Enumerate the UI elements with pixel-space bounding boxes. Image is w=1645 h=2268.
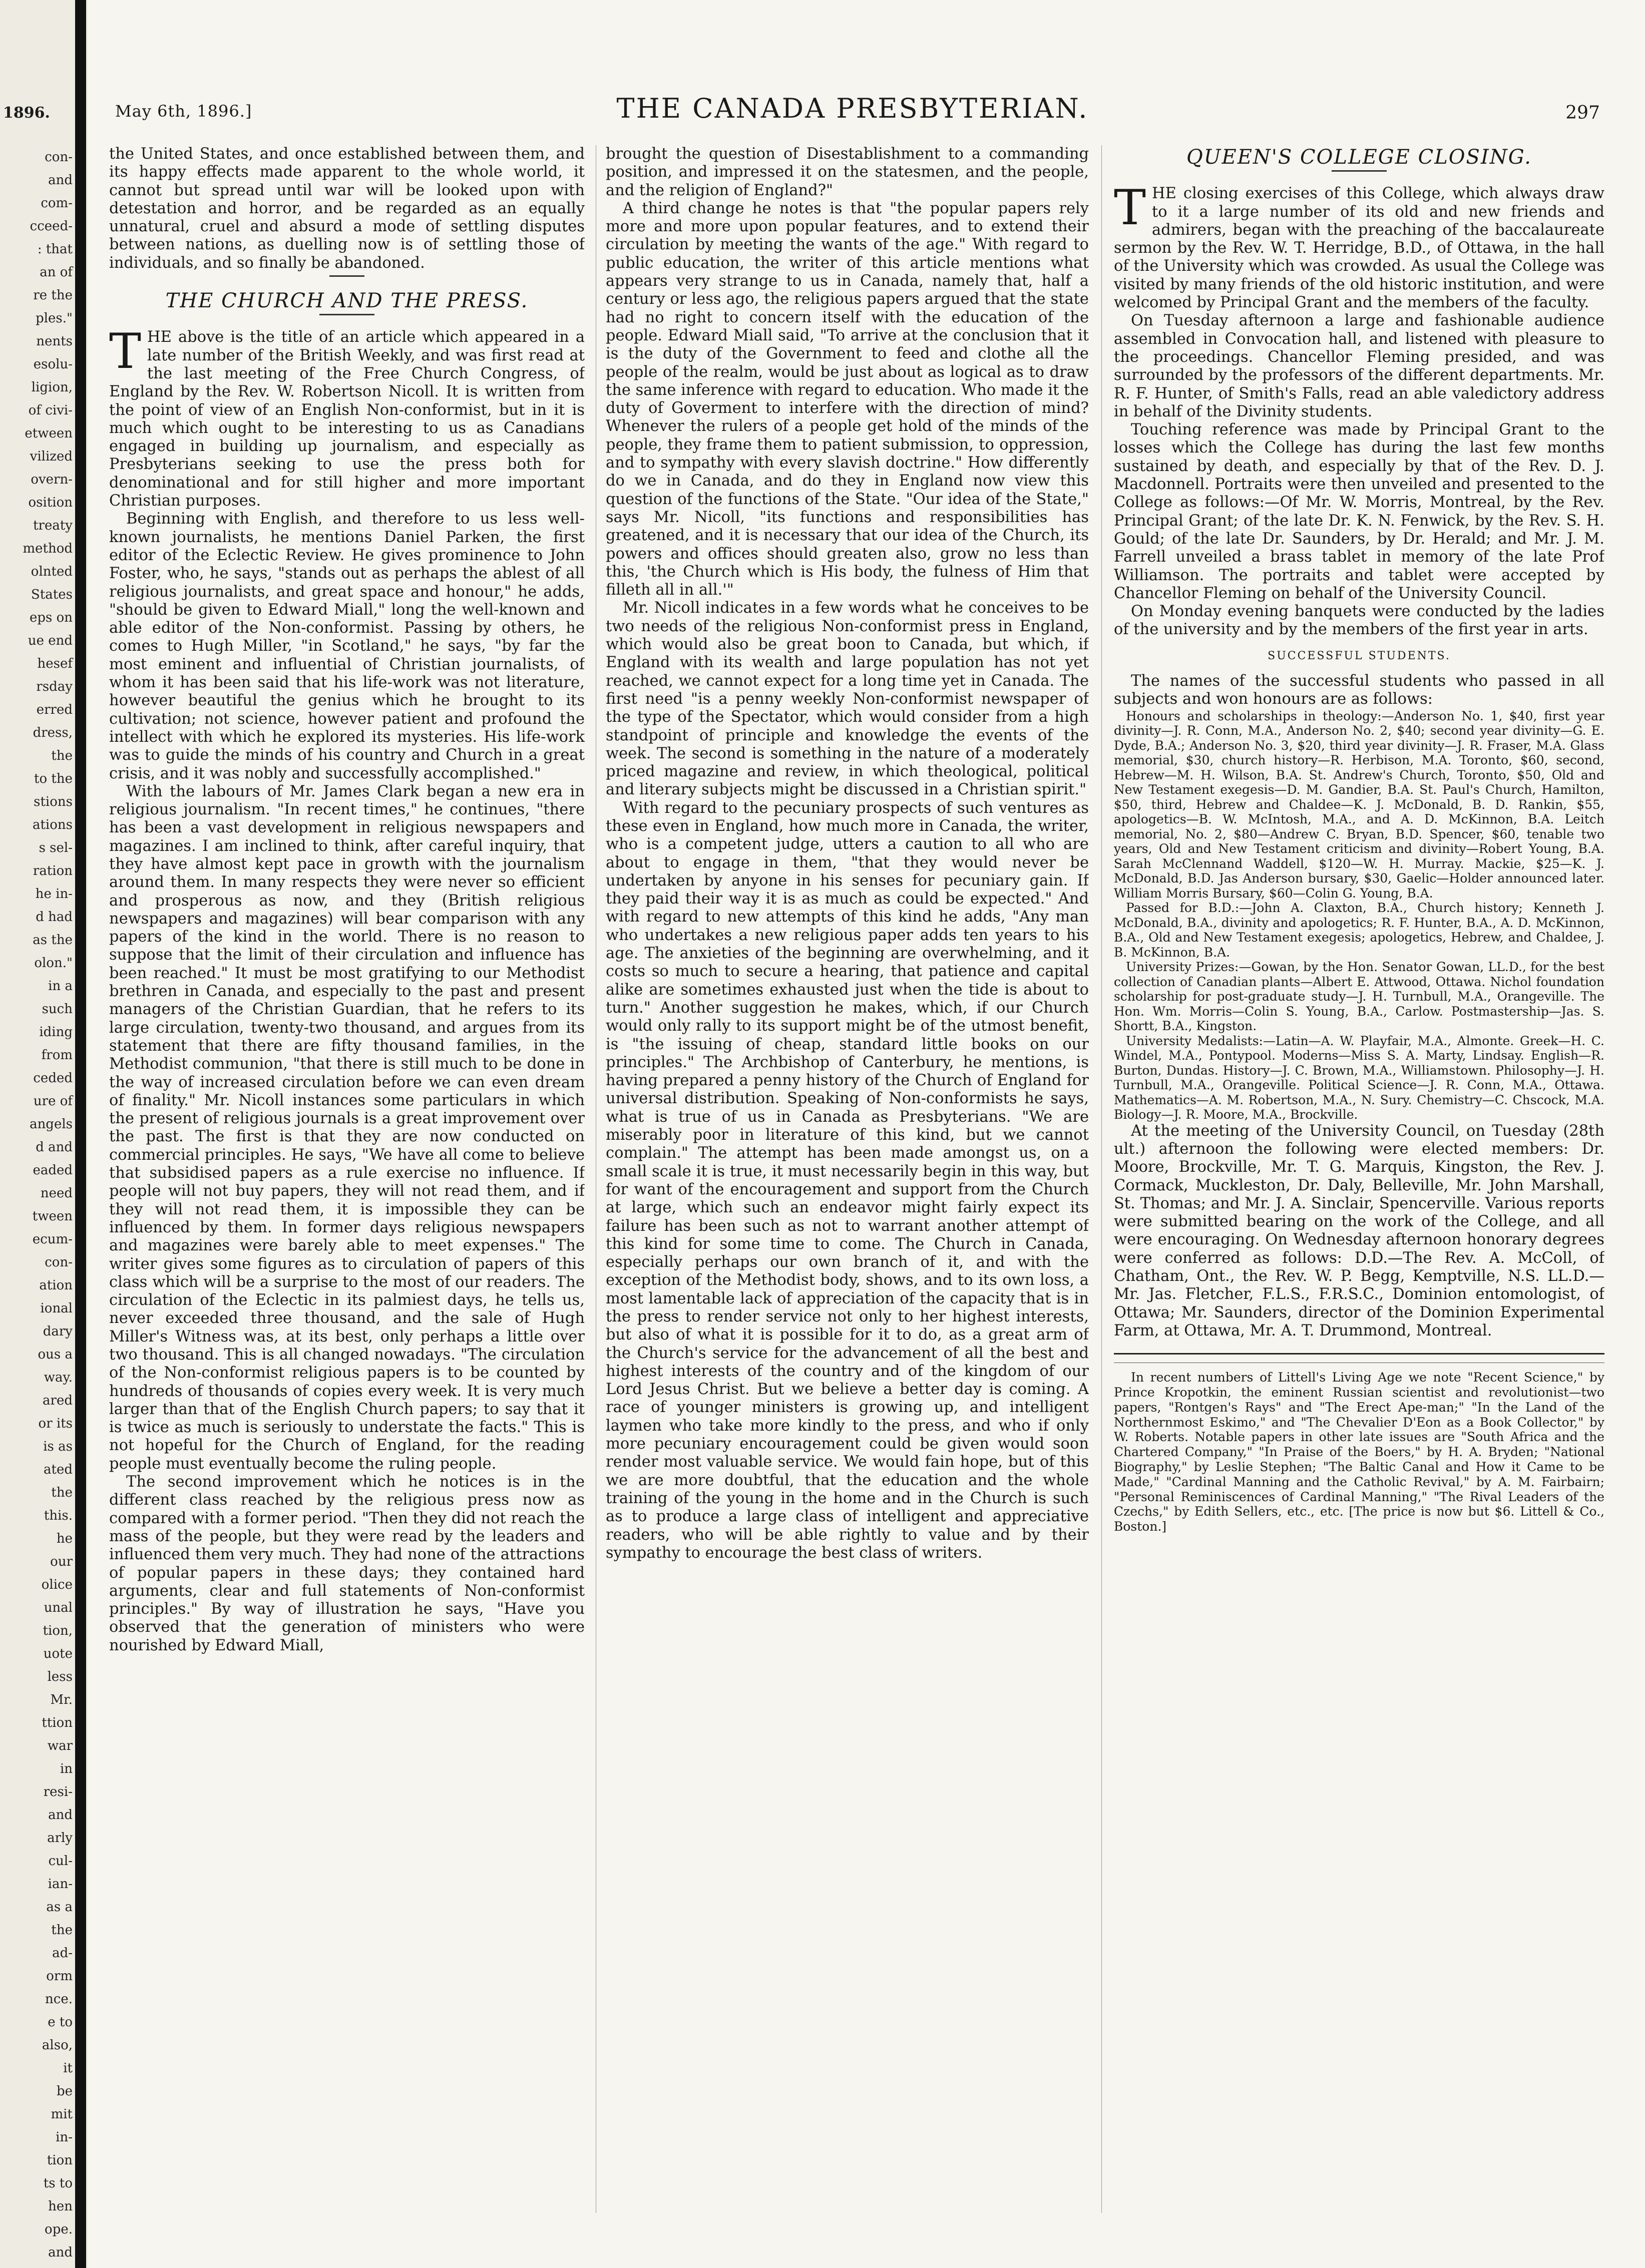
gutter-fragment: con- [45,1255,73,1270]
gutter-fragment: or its [38,1416,73,1431]
gutter-fragment: etween [25,426,73,441]
gutter-fragment: angels [30,1117,73,1132]
gutter-fragment: ligion, [31,380,73,395]
gutter-fragment: be [56,2084,73,2099]
article-paragraph: The second improvement which he notices is in the different class reached by the religious press now as compared with a former period. "Then they did not reach the mass of the people, but they were read by the leaders and influenced them very much. They had none of the attractions of popular papers in these days; they contained hard arguments, clear and full statements of Non-conformist principles." By way of illustration he says, "Have you observed that the generation of ministers who were nourished by Edward Miall, [109,1473,585,1654]
gutter-fragment: cul- [48,1854,73,1869]
gutter-fragment: in a [48,979,73,994]
gutter-fragment: ceded [33,1071,73,1086]
gutter-fragment: to the [34,771,73,786]
gutter-fragment: dress, [33,725,73,740]
gutter-fragment: nce. [45,1992,73,2007]
column-1 [109,145,585,2223]
gutter-fragment: is as [43,1439,73,1454]
article-paragraph: Touching reference was made by Principal Grant to the losses which the College has during the last few months sustained by death, and especially by that of the Rev. D. J. Macdonnell. Portraits were then unveiled and presented to the College as follows:—Of Mr. W. Morris, Montreal, by the Rev. Principal Grant; of the late Dr. K. N. Fenwick, by the Rev. S. H. Gould; of the late Dr. Saunders, by Dr. Herald; and Mr. J. M. Farrell unveiled a brass tablet in memory of the late Prof Williamson. The portraits and tablet were accepted by Chancellor Fleming on behalf of the University Council. [1114,421,1604,602]
gutter-fragment: orm [46,1969,73,1984]
article-paragraph: Mr. Nicoll indicates in a few words what he conceives to be two needs of the religious Non-conformist press in England, which would also be great boon to Canada, but which, if England with its wealth and large population has not yet reached, we cannot expect for a long time yet in Canada. The first need "is a penny weekly Non-conformist newspaper of the type of the Spectator, which would consider from a high standpoint of principle and knowledge the events of the week. The second is something in the nature of a moderately priced magazine and review, in which theological, political and literary subjects might be discussed in a Christian spirit." [606,599,1089,799]
article-paragraph: A third change he notes is that "the popular papers rely more and more upon popular features, and to extend their circulation by meeting the wants of the age." With regard to public education, the writer of this article mentions what appears very strange to us in Canada, namely that, half a century or less ago, the religious papers argued that the state had no right to concern itself with the education of the people. Edward Miall said, "To arrive at the conclusion that it is the duty of the Government to feed and clothe all the people of the realm, would be just about as logical as to draw the same inference with regard to education. Who made it the duty of Goverment to interfere with the direction of mind? Whenever the rulers of a people get hold of the minds of the people, they frame them to patient submission, to oppression, and to sympathy with every slavish doctrine." How differently do we in Canada, and do they in England now view this question of the functions of the State. "Our idea of the State," says Mr. Nicoll, "its functions and responsibilities has greatened, and it is necessary that our idea of the Church, its powers and offices should greaten also, grow no less than this, 'the Church which is His body, the fulness of Him that filleth all in all.'" [606,199,1089,599]
gutter-fragment: ure of [33,1094,73,1109]
gutter-fragment: need [40,1186,73,1201]
gutter-fragment: ration [33,863,73,878]
gutter-fragment: ation [39,1278,73,1293]
divider [319,314,374,315]
column-divider [1101,145,1102,2213]
gutter-fragment: in- [56,2130,73,2145]
gutter-fragment: ional [40,1301,73,1316]
gutter-fragment: the [51,748,73,763]
subheading-successful-students: SUCCESSFUL STUDENTS. [1268,649,1451,662]
gutter-fragment: re the [33,288,73,303]
gutter-fragment: : that [37,242,73,257]
gutter-fragment: esolu- [33,357,73,372]
gutter-fragment: ared [43,1393,73,1408]
gutter-fragment: the [51,1485,73,1500]
gutter-fragment: unal [44,1600,73,1615]
gutter-fragment: uote [43,1646,73,1661]
gutter-fragment: an of [40,265,73,280]
article-paragraph: On Tuesday afternoon a large and fashionable audience assembled in Convocation hall, and listened with pleasure to the proceedings. Chancellor Fleming presided, and was surrounded by the professors of the different departments. Mr. R. F. Hunter, of Smith's Falls, read an able valedictory address in behalf of the Divinity students. [1114,312,1604,420]
gutter-fragment: d had [36,910,73,925]
gutter-fragment: stions [34,794,73,809]
gutter-fragment: of civi- [28,403,73,418]
gutter-fragment: ations [32,817,73,832]
drop-cap: T [1114,180,1146,236]
page-number: 297 [1565,103,1600,123]
gutter-fragment: Mr. [50,1692,73,1707]
gutter-fragment: dary [43,1324,73,1339]
article-paragraph: THE closing exercises of this College, which always draw to it a large number of its old and new friends and admirers, began with the preaching of the baccalaureate sermon by the Rev. W. T. Herridge, B.D., of Ottawa, in the hall of the University which was crowded. As usual the College was visited by many friends of the old historic institution, and were welcomed by Principal Grant and the members of the faculty. [1114,180,1604,312]
gutter-fragment: d and [36,1140,73,1155]
gutter-fragment: ples." [36,311,73,326]
gutter-fragment: and [48,2245,73,2260]
student-list [1114,709,1604,1122]
article-paragraph: With regard to the pecuniary prospects of such ventures as these even in England, how much more in Canada, the writer, who is a competent judge, utters a caution to all who are about to engage in them, "that they would never be undertaken by anyone in his senses for pecuniary gain. If they paid their way it is as much as could be expected." And with regard to new attempts of this kind he adds, "Any man who undertakes a new religious paper adds ten years to his age. The anxieties of the beginning are overwhelming, and it costs so much to secure a hearing, that patience and capital alike are sometimes exhausted just when the tide is about to turn." Another suggestion he makes, which, if our Church would only rally to its support might be of the utmost benefit, is "the issuing of cheap, standard little books on our principles." The Archbishop of Canterbury, he mentions, is having prepared a penny history of the Church of England for universal distribution. Speaking of Non-conformists he says, what is true of us in Canada as Presbyterians. "We are miserably poor in literature of this kind, but we cannot complain." The attempt has been made amongst us, on a small scale it is true, it must necessarily begin in this way, but for want of the encouragement and support from the Church at large, which such an endeavor might fairly expect its failure has been such as not to warrant another attempt of this kind for some time to come. The Church in Canada, especially perhaps our own branch of it, and with the exception of the Methodist body, shows, and to its own loss, a most lamentable lack of appreciation of the capacity that is in the press to render service not only to her highest interests, but also of what it is possible for it to do, as a great arm of the Church's service for the advancement of all the best and highest interests of the country and of the kingdom of our Lord Jesus Christ. But we believe a better day is coming. A race of younger ministers is growing up, and intelligent laymen who take more kindly to the press, and who if only more pecuniary encouragement could be given would soon render most valuable service. We would fain hope, but of this we are more doubtful, that the education and the whole training of the young in the home and in the Church is such as to produce a large class of intelligent and appreciative readers, who will be able rightly to value and by their sympathy to encourage the best class of writers. [606,799,1089,1562]
gutter-fragment: also, [42,2038,73,2053]
gutter-fragment: ts to [43,2176,73,2191]
gutter-fragment: olice [41,1577,73,1592]
gutter-fragment: as the [33,933,73,948]
gutter-fragment: he in- [35,886,73,901]
gutter-fragment: ous a [38,1347,73,1362]
divider [329,275,364,277]
article-paragraph: On Monday evening banquets were conducted by the ladies of the university and by the members of the first year in arts. [1114,603,1604,639]
gutter-fragment: ecum- [32,1232,73,1247]
gutter-fragment: hesef [37,656,73,671]
gutter-fragment: mit [51,2107,73,2122]
column-2 [606,145,1089,2223]
gutter-fragment: arly [47,1831,73,1846]
gutter-fragment: com- [41,196,73,211]
gutter-fragment: ated [44,1462,73,1477]
gutter-fragment: osition [28,495,73,510]
article-paragraph: With the labours of Mr. James Clark began a new era in religious journalism. "In recent times," he continues, "there has been a vast development in religious newspapers and magazines. I am inclined to think, after careful inquiry, that they have almost kept pace in growth with the journalism around them. In many respects they were never so efficient and prosperous as now, and they (British religious newspapers and magazines) will bear comparison with any papers of the kind in the world. There is no reason to suppose that the limit of their circulation and influence has been reached." It must be most gratifying to our Methodist brethren in Canada, and especially to the past and present managers of the Christian Guardian, that he refers to its large circulation, twenty-two thousand, and argues from its statement that there are fifty thousand families, in the Methodist communion, "that there is still much to be done in the way of increased circulation before we can even dream of finality." Mr. Nicoll instances some particulars in which the present of religious journals is a great improvement over the past. The first is that they are now conducted on commercial principles. He says, "We have all come to believe that subsidised papers as a rule exercise no influence. If people will not buy papers, they will not read them, and if they will not read them, it is impossible they can be influenced by them. In former days religious newspapers and magazines were barely able to meet expenses." The writer gives some figures as to circulation of papers of this class which will be a surprise to the most of our readers. The circulation of the Eclectic in its palmiest days, he tells us, never exceeded three thousand, and the sale of Hugh Miller's Witness was, at its best, only perhaps a little over two thousand. This is all changed nowadays. "The circulation of the Non-conformist religious papers is to be counted by hundreds of thousands of copies every week. It is very much larger than that of the English Church papers; to say that it is twice as much is seriously to understate the facts." This is not hopeful for the Church of England, for the reading people must eventually become the ruling people. [109,782,585,1473]
list-paragraph: University Medalists:—Latin—A. W. Playfair, M.A., Almonte. Greek—H. C. Windel, M.A., Pontypool. Moderns—Miss S. A. Marty, Lindsay. English—R. Burton, Dundas. History—J. C. Brown, M.A., Williamstown. Philosophy—J. H. Turnbull, M.A., Orangeville. Political Science—J. R. Conn, M.A., Ottawa. Mathematics—A. M. Robertson, M.A., N. Sury. Chemistry—C. Chscock, M.A. Biology—J. R. Moore, M.A., Brockville. [1114,1033,1604,1122]
gutter-fragment: eps on [29,610,73,625]
article-heading-church-press: THE CHURCH AND THE PRESS. [165,289,529,313]
gutter-fragment: resi- [43,1784,73,1799]
adjacent-page-gutter [0,0,88,2268]
gutter-fragment: olon." [34,956,73,971]
gutter-fragment: war [47,1738,73,1753]
gutter-fragment: cceed- [30,219,73,234]
gutter-fragment: such [42,1002,73,1017]
article-heading-queens-college: QUEEN'S COLLEGE CLOSING. [1186,146,1532,169]
article-paragraph: Beginning with English, and therefore to us less well-known journalists, he mentions Daniel Parken, the first editor of the Eclectic Review. He gives prominence to John Foster, who, he says, "stands out as perhaps the ablest of all religious journalists, and great space and honour," he adds, "should be given to Edward Miall," long the well-known and able editor of the Non-conformist. Passing by others, he comes to Hugh Miller, "in Scotland," he says, "by far the most eminent and influential of Christian journalists, of whom it has been said that his life-work was not literature, however beautiful the genius which he brought to its cultivation; not science, however patient and profound the intellect with which he explored its mysteries. His life-work was to guide the minds of his country and Church in a great crisis, and it was nobly and successfully accomplished." [109,510,585,782]
gutter-fragment: nents [36,334,73,349]
gutter-fragment: erred [36,702,73,717]
gutter-fragment: ad- [52,1946,73,1961]
gutter-fragment: olnted [31,564,73,579]
page-header [100,93,1605,133]
column-3 [1114,145,1604,2223]
gutter-fragment: iding [39,1025,73,1040]
article-paragraph: THE above is the title of an article which appeared in a late number of the British Weekly, and was first read at the last meeting of the Free Church Congress, of England by the Rev. W. Robertson Nicoll. It is written from the point of view of an English Non-conformist, but in it is much which ought to be interesting to us as Canadians engaged in building up journalism, and especially as Presbyterians seeking to use the press both for denominational and for still higher and more important Christian purposes. [109,323,585,510]
article-paragraph: brought the question of Disestablishment to a commanding position, and impressed it on the statesmen, and the people, and the religion of England?" [606,145,1089,199]
gutter-fragment: tween [32,1209,73,1224]
gutter-fragment: less [47,1669,73,1684]
gutter-fragment: e to [48,2015,73,2030]
gutter-fragment: vilized [30,449,73,464]
notice-paragraph: In recent numbers of Littell's Living Age we note "Recent Science," by Prince Kropotkin, the eminent Russian scientist and revolutionist—two papers, "Rontgen's Rays" and "The Erect Ape-man;" "In the Land of the Northernmost Eskimo," and "The Chevalier D'Eon as a Book Collector," by W. Roberts. Notable papers in other late issues are "South Africa and the Chartered Company," "In Praise of the Boers," by H. A. Bryden; "National Biography," by Leslie Stephen; "The Baltic Canal and How it Came to be Made," "Cardinal Manning and the Catholic Revival," by A. M. Fairbairn; "Personal Reminiscences of Cardinal Manning," "The Rival Leaders of the Czechs," by Edith Sellers, etc., etc. [The price is now but $6. Littell & Co., Boston.] [1114,1370,1604,1534]
gutter-fragment: ttion [42,1715,73,1730]
issue-date: May 6th, 1896.] [115,102,252,121]
gutter-fragment: from [41,1048,73,1063]
gutter-fragment: ope. [45,2222,73,2237]
gutter-fragment: eaded [33,1163,73,1178]
list-paragraph: Passed for B.D.:—John A. Claxton, B.A., Church history; Kenneth J. McDonald, B.A., divinity and apologetics; R. F. Hunter, B.A., A. D. McKinnon, B.A., Old and New Testament exegesis; apologetics, Hebrew, and Chaldee, J. B. McKinnon, B.A. [1114,900,1604,960]
gutter-fragment: tion, [43,1623,73,1638]
gutter-fragment: s sel- [39,840,73,855]
notice-box [1114,1353,1604,1534]
gutter-fragment: tion [47,2153,73,2168]
article-paragraph: The names of the successful students who passed in all subjects and won honours are as follows: [1114,672,1604,708]
gutter-fragment: ian- [48,1877,73,1892]
gutter-fragment: our [50,1554,73,1569]
list-paragraph: Honours and scholarships in theology:—Anderson No. 1, $40, first year divinity—J. R. Conn, M.A., Anderson No. 2, $40; second year divinity—G. E. Dyde, B.A.; Anderson No. 3, $20, third year divinity—J. R. Fraser, M.A. Glass memorial, $30, church history—R. Herbison, M.A. Toronto, $60, second, Hebrew—M. H. Wilson, B.A. St. Andrew's Church, Toronto, $50, Old and New Testament exegesis—D. M. Gandier, B.A. St. Paul's Church, Hamilton, $50, third, Hebrew and Chaldee—K. J. McDonald, B. D. Rankin, $55, apologetics—B. W. McIntosh, M.A., and A. D. McKinnon, B.A. Leitch memorial, No. 2, $80—Andrew C. Bryan, B.D. Spencer, $60, tenable two years, Old and New Testament criticism and divinity—Robert Young, B.A. Sarah McClennand Waddell, $120—W. H. Murray. Mackie, $25—K. J. McDonald, B.D. Jas Anderson bursary, $30, Gaelic—Holder announced later. William Morris Bursary, $60—Colin G. Young, B.A. [1114,708,1604,900]
gutter-fragment: this. [44,1508,73,1523]
gutter-fragment: method [23,541,73,556]
gutter-fragment: in [60,1761,73,1776]
gutter-fragment: States [31,587,73,602]
gutter-fragment: hen [48,2199,73,2214]
gutter-fragment: and [48,1807,73,1823]
gutter-fragment: con- [45,150,73,165]
gutter-fragment: it [63,2061,73,2076]
drop-cap: T [109,323,142,380]
gutter-fragment: rsday [36,679,73,694]
gutter-fragment: he [56,1531,73,1546]
gutter-fragment: as a [46,1900,73,1915]
gutter-fragment: treaty [33,518,73,533]
gutter-fragment: the [51,1923,73,1938]
gutter-fragment: way. [44,1370,73,1385]
binding-spine [75,0,86,2268]
newspaper-title: THE CANADA PRESBYTERIAN. [616,93,1089,124]
divider [1332,170,1387,172]
gutter-fragment: ue end [28,633,73,648]
gutter-fragment: and [48,173,73,188]
gutter-fragment: overn- [31,472,73,487]
gutter-year: 1896. [3,104,50,122]
list-paragraph: University Prizes:—Gowan, by the Hon. Senator Gowan, LL.D., for the best collection of Canadian plants—Albert E. Attwood, Ottawa. Nichol foundation scholarship for post-graduate study—J. H. Turnbull, M.A., Orangeville. The Hon. Wm. Morris—Colin S. Young, B.A., Carlow. Postmastership—Jas. S. Shortt, B.A., Kingston. [1114,960,1604,1034]
article-paragraph: At the meeting of the University Council, on Tuesday (28th ult.) afternoon the following were elected members: Dr. Moore, Brockville, Mr. T. G. Marquis, Kingston, the Rev. J. Cormack, Muckleston, Dr. Daly, Belleville, Mr. John Marshall, St. Thomas; and Mr. J. A. Sinclair, Spencerville. Various reports were submitted bearing on the work of the College, and all were encouraging. On Wednesday afternoon honorary degrees were conferred as follows: D.D.—The Rev. A. McColl, of Chatham, Ont., the Rev. W. P. Begg, Kemptville, N.S. LL.D.—Mr. Jas. Fletcher, F.L.S., F.R.S.C., Dominion entomologist, of Ottawa; Mr. Saunders, director of the Dominion Experimental Farm, at Ottawa, Mr. A. T. Drummond, Montreal. [1114,1122,1604,1339]
continued-paragraph: the United States, and once established between them, and its happy effects made apparent to the whole world, it cannot but spread until war will be looked upon with detestation and horror, and be regarded as an equally unnatural, cruel and absurd a mode of settling disputes between nations, as duelling now is of settling those of individuals, and so finally be abandoned. [109,145,585,272]
